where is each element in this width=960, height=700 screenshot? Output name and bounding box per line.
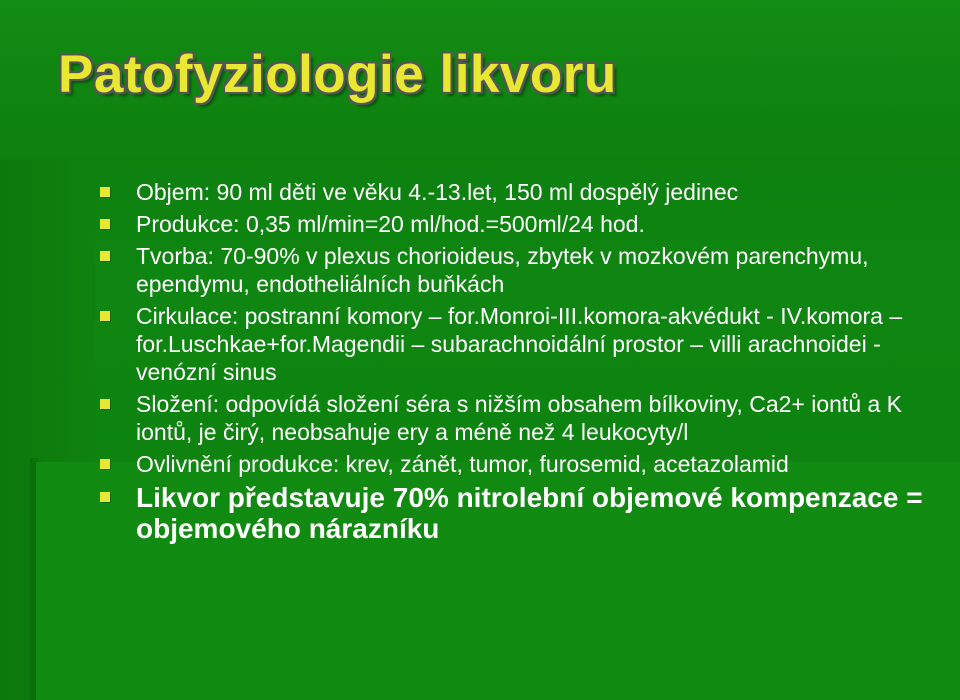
bullet-text: Tvorba: 70-90% v plexus chorioideus, zbytek v mozkovém parenchymu, ependymu, endotheliálních buňkách bbox=[136, 243, 869, 297]
square-bullet-icon bbox=[100, 251, 110, 261]
square-bullet-icon bbox=[100, 459, 110, 469]
square-bullet-icon bbox=[100, 311, 110, 321]
bullet-list bbox=[96, 178, 936, 548]
bullet-item-slozeni bbox=[96, 390, 936, 446]
square-bullet-icon bbox=[100, 399, 110, 409]
bullet-item-produkce bbox=[96, 210, 936, 238]
bullet-text: Složení: odpovídá složení séra s nižším obsahem bílkoviny, Ca2+ iontů a K iontů, je čirý, neobsahuje ery a méně než 4 leukocyty/l bbox=[136, 391, 903, 445]
square-bullet-icon bbox=[100, 219, 110, 229]
bullet-text: Likvor představuje 70% nitrolební objemové kompenzace = objemového nárazníku bbox=[136, 482, 923, 544]
bullet-item-objem bbox=[96, 178, 936, 206]
bullet-item-cirkulace bbox=[96, 302, 936, 386]
square-bullet-icon bbox=[100, 187, 110, 197]
bullet-text: Ovlivnění produkce: krev, zánět, tumor, furosemid, acetazolamid bbox=[136, 451, 789, 477]
slide-title: Patofyziologie likvoru bbox=[58, 45, 617, 104]
bullet-text: Objem: 90 ml děti ve věku 4.-13.let, 150 ml dospělý jedinec bbox=[136, 179, 739, 205]
square-bullet-icon bbox=[100, 492, 110, 502]
bullet-item-tvorba bbox=[96, 242, 936, 298]
bullet-item-likvor-highlight bbox=[96, 482, 936, 544]
bullet-text: Produkce: 0,35 ml/min=20 ml/hod.=500ml/24 hod. bbox=[136, 211, 645, 237]
bullet-item-ovlivneni bbox=[96, 450, 936, 478]
bullet-text: Cirkulace: postranní komory – for.Monroi-III.komora-akvédukt - IV.komora – for.Luschkae+for.Magendii – subarachnoidální prostor – villi arachnoidei - venózní sinus bbox=[136, 303, 903, 385]
